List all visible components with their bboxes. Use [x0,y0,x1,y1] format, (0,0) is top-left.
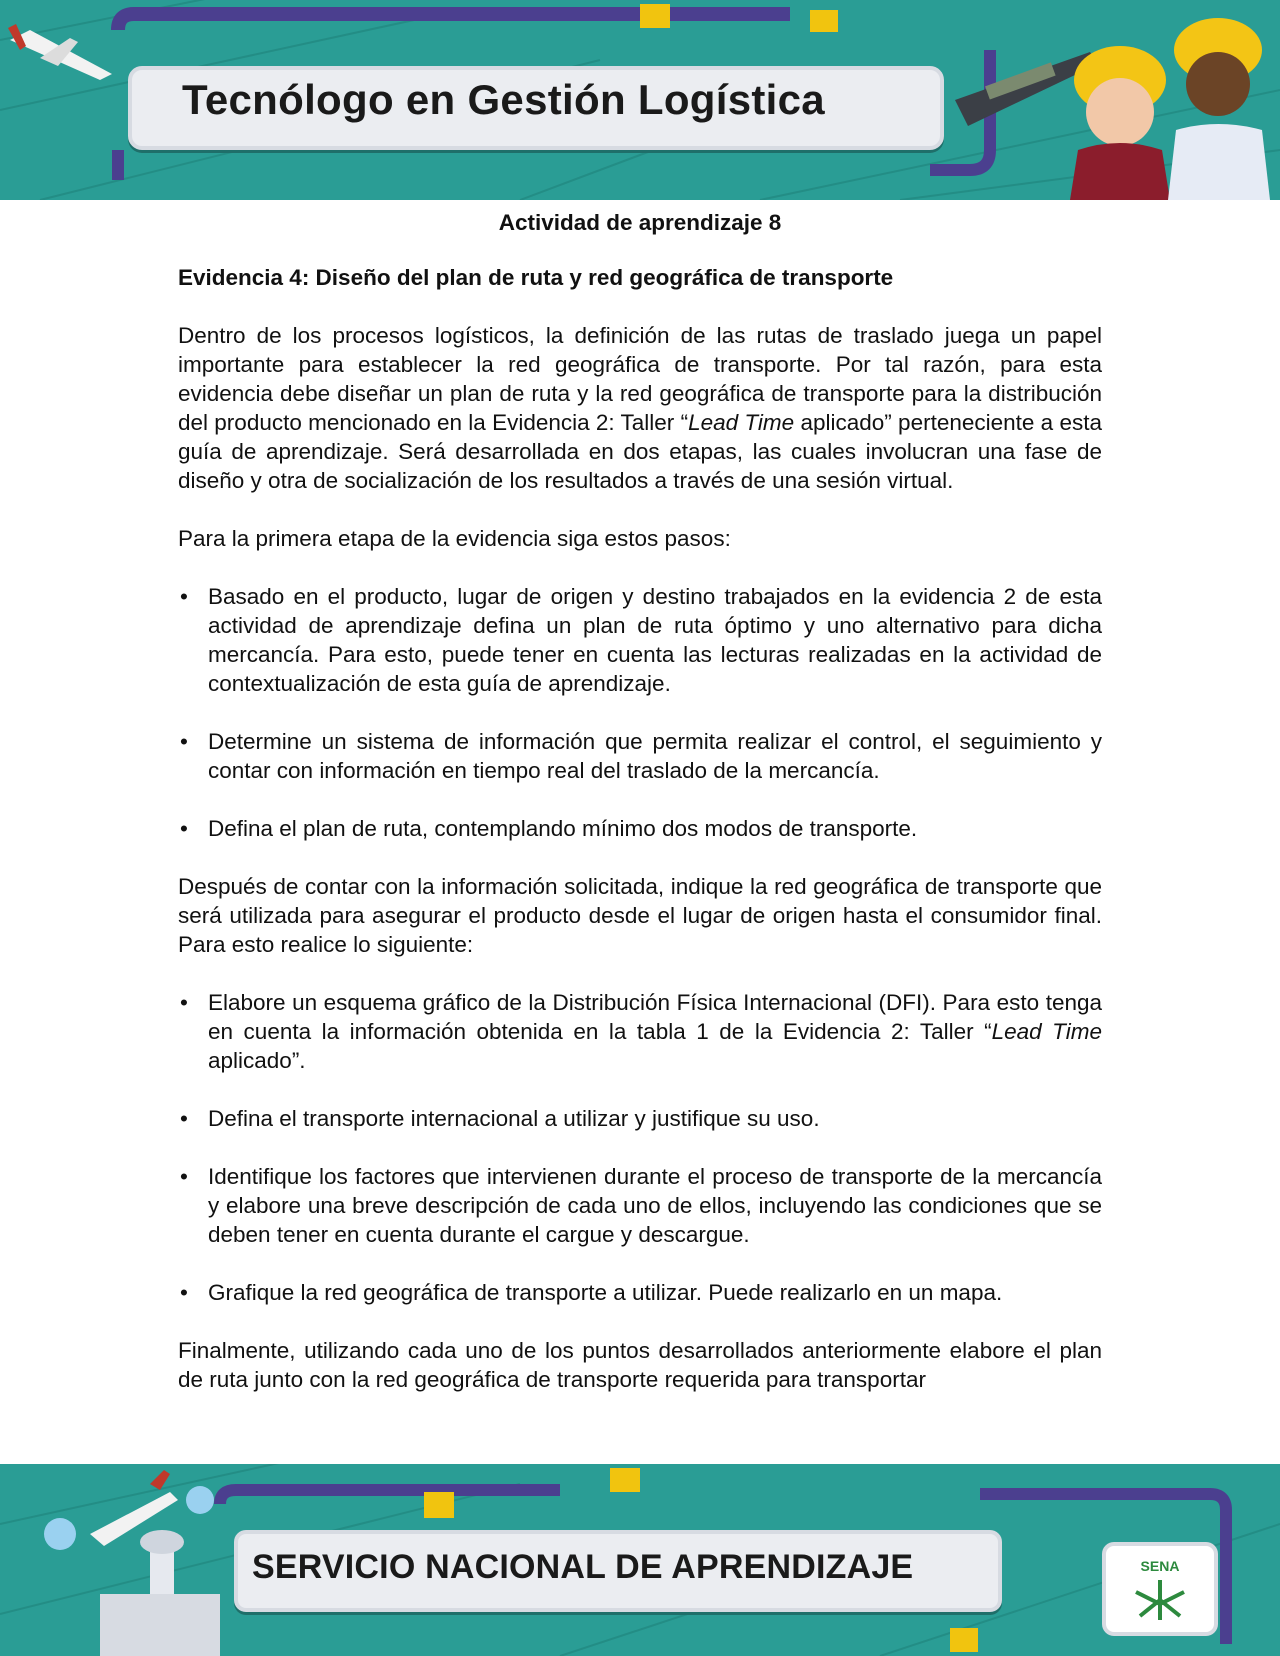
bullet-icon: • [180,1164,188,1189]
airport-tower-icon [100,1530,220,1656]
document-body [178,200,1102,1394]
evidence-heading: Evidencia 4: Diseño del plan de ruta y red geográfica de transporte [178,265,894,290]
bullet-icon: • [180,1106,188,1131]
steps-list [178,582,1102,843]
footer-title-card [234,1530,1002,1612]
activity-title: Actividad de aprendizaje 8 [498,210,782,235]
header-banner [0,0,1280,200]
sena-logo [1102,1542,1218,1636]
bullet-icon: • [180,584,188,609]
list-item: • Grafique la red geográfica de transporte a utilizar. Puede realizarlo en un mapa. [180,1280,1003,1305]
after-steps-paragraph: Después de contar con la información solicitada, indique la red geográfica de transporte que será utilizada para asegurar el producto desde el lugar de origen hasta el consumidor final. Para esto realice lo siguiente: [178,874,1102,957]
page-title: Tecnólogo en Gestión Logística [182,76,825,123]
bullet-icon: • [180,729,188,754]
logo-label: SENA [1140,1558,1180,1574]
footer-banner [0,1464,1280,1656]
bullet-icon: • [180,816,188,841]
list-item: • Identifique los factores que intervienen durante el proceso de transporte de la mercancía y elabore una breve descripción de cada uno de ellos, incluyendo las condiciones que se deben tener en cuenta durante el cargue y descargue. [180,1164,1102,1247]
list-item: • Defina el transporte internacional a utilizar y justifique su uso. [180,1106,820,1131]
final-paragraph: Finalmente, utilizando cada uno de los puntos desarrollados anteriormente elabore el plan de ruta junto con la red geográfica de transporte requerida para transportar [178,1338,1102,1392]
list-item: • Defina el plan de ruta, contemplando mínimo dos modos de transporte. [180,816,918,841]
header-title-card [128,66,944,150]
intro-paragraph: Dentro de los procesos logísticos, la definición de las rutas de traslado juega un papel importante para establecer la red geográfica de transporte. Por tal razón, para esta evidencia debe diseñar un plan de ruta y la red geográfica de transporte para la distribución del producto mencionado en la Evidencia 2: Taller “Lead Time aplicado” perteneciente a esta guía de aprendizaje. Será desarrollada en dos etapas, las cuales involucran una fase de diseño y otra de socialización de los resultados a través de una sesión virtual. [178,323,1102,493]
sena-logo-icon [1106,1546,1214,1632]
list-item: • Basado en el producto, lugar de origen y destino trabajados en la evidencia 2 de esta actividad de aprendizaje defina un plan de ruta óptimo y uno alternativo para dicha mercancía. Para esto, puede tener en cuenta las lecturas realizadas en la actividad de contextualización de esta guía de aprendizaje. [180,584,1102,696]
airplane-icon [8,24,112,80]
character-man-icon [1168,18,1270,200]
bullet-icon: • [180,990,188,1015]
list-item: • Determine un sistema de información que permita realizar el control, el seguimiento y contar con información en tiempo real del traslado de la mercancía. [180,729,1102,783]
steps-intro: Para la primera etapa de la evidencia siga estos pasos: [178,526,731,551]
tasks-list [178,988,1102,1307]
list-item: • Elabore un esquema gráfico de la Distribución Física Internacional (DFI). Para esto tenga en cuenta la información obtenida en la tabla 1 de la Evidencia 2: Taller “Lead Time aplicado”. [180,990,1102,1073]
footer-title: SERVICIO NACIONAL DE APRENDIZAJE [252,1548,914,1586]
character-woman-icon [1070,46,1170,200]
bullet-icon: • [180,1280,188,1305]
